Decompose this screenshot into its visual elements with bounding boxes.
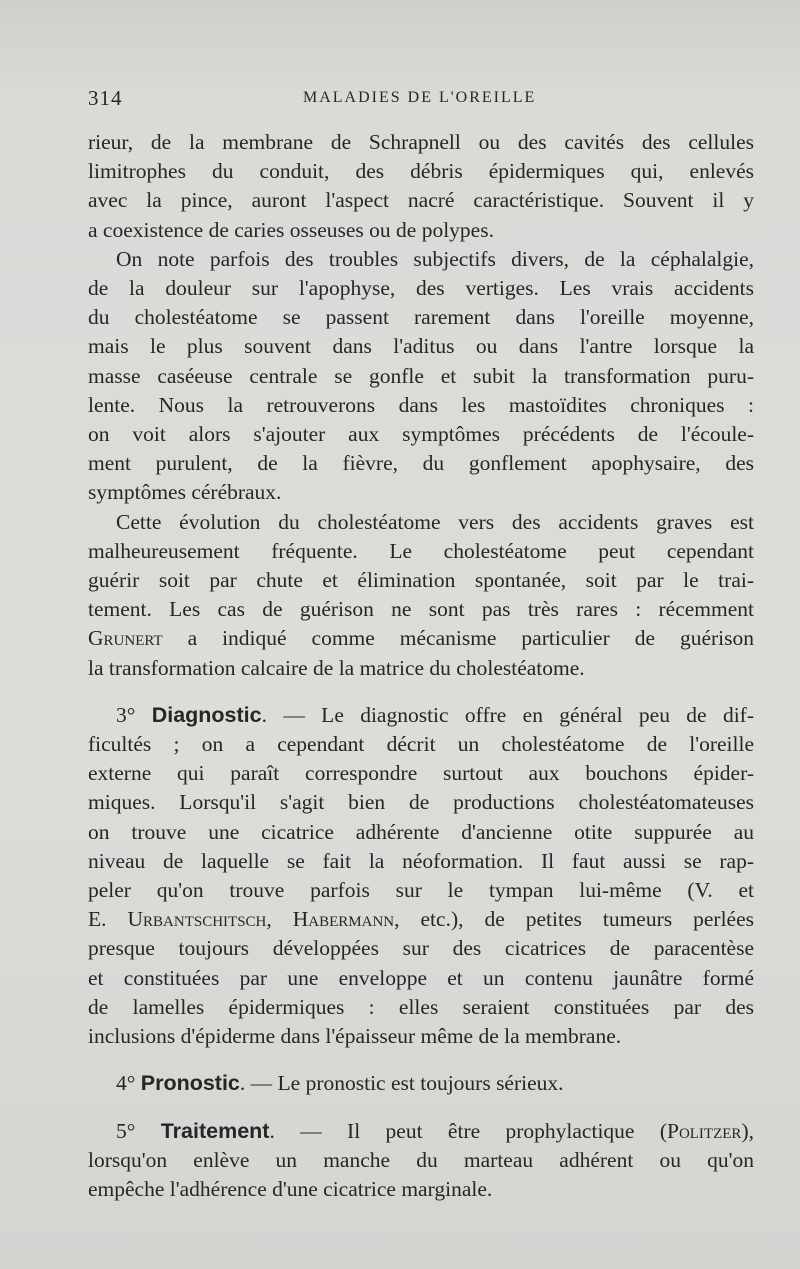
section-gap [88,1099,754,1117]
text-run: , [266,907,293,932]
paragraph-evolution [88,508,754,683]
text-line: mais le plus souvent dans l'aditus ou dans l'antre lorsque la [88,334,754,359]
text-line: peler qu'on trouve parfois sur le tympan lui-même (V. et [88,878,754,903]
text-line: ficultés ; on a cependant décrit un cholestéatome de l'oreille [88,732,754,757]
text-run: , etc.), de petites tumeurs perlées [394,907,754,932]
section-diagnostic [88,701,754,1051]
text-line [88,701,754,730]
paragraph-continuation [88,128,754,245]
text-line: tement. Les cas de guérison ne sont pas très rares : récemment [88,597,754,622]
text-line: lorsqu'on enlève un manche du marteau adhérent ou qu'on [88,1147,754,1172]
text-run: . — Le diagnostic offre en général peu de dif- [261,702,754,727]
text-run: . — Le pronostic est toujours sérieux. [239,1071,564,1096]
text-run: . — Il peut être prophylactique ( [269,1118,667,1143]
section-number: 3° [116,702,152,727]
text-line: ment purulent, de la fièvre, du gonflement apophysaire, des [88,451,754,476]
text-line [88,624,754,653]
text-run: a indiqué comme mécanisme particulier de guérison [162,626,754,651]
text-line [88,1117,754,1146]
text-line: inclusions d'épiderme dans l'épaisseur même de la membrane. [88,1024,622,1049]
text-line: lente. Nous la retrouverons dans les mastoïdites chroniques : [88,392,754,417]
text-line: empêche l'adhérence d'une cicatrice marginale. [88,1176,493,1201]
text-line: masse caséeuse centrale se gonfle et subit la transformation puru- [88,363,754,388]
section-number: 4° [116,1071,141,1096]
section-gap [88,683,754,701]
page-number: 314 [88,86,123,110]
text-line: la transformation calcaire de la matrice du cholestéatome. [88,655,585,680]
text-line: externe qui paraît correspondre surtout aux bouchons épider- [88,761,754,786]
text-line: on trouve une cicatrice adhérente d'ancienne otite suppurée au [88,819,754,844]
text-run: ), [741,1118,754,1143]
section-traitement [88,1117,754,1205]
text-line: niveau de laquelle se fait la néoformation. Il faut aussi se rap- [88,848,754,873]
text-line: on voit alors s'ajouter aux symptômes précédents de l'écoule- [88,422,754,447]
text-line: rieur, de la membrane de Schrapnell ou des cavités des cellules [88,130,754,154]
text-line: avec la pince, auront l'aspect nacré caractéristique. Souvent il y [88,188,754,213]
text-line: limitrophes du conduit, des débris épidermiques qui, enlevés [88,159,754,184]
text-line [88,1069,754,1098]
section-heading: Diagnostic [151,702,262,727]
text-line: malheureusement fréquente. Le cholestéatome peut cependant [88,538,754,563]
text-line: de la douleur sur l'apophyse, des vertiges. Les vrais accidents [88,276,754,301]
text-line: du cholestéatome se passent rarement dans l'oreille moyenne, [88,305,754,330]
section-number: 5° [116,1118,161,1143]
page-header [88,86,752,116]
text-line: de lamelles épidermiques : elles seraient constituées par des [88,994,754,1019]
section-heading: Traitement [160,1118,270,1143]
text-line: On note parfois des troubles subjectifs divers, de la céphalalgie, [116,246,754,271]
text-line [88,905,754,934]
author-name: Habermann [292,907,395,932]
text-line: a coexistence de caries osseuses ou de polypes. [88,217,494,242]
section-heading: Pronostic [140,1071,240,1096]
paragraph-symptoms [88,245,754,508]
text-run: E. [88,907,128,932]
author-name: Grunert [88,626,163,651]
body-text [88,128,754,1204]
text-line: et constituées par une enveloppe et un contenu jaunâtre formé [88,965,754,990]
text-line: miques. Lorsqu'il s'agit bien de productions cholestéatomateuses [88,790,754,815]
text-line: guérir soit par chute et élimination spontanée, soit par le trai- [88,568,754,593]
text-line: symptômes cérébraux. [88,480,282,505]
running-title: MALADIES DE L'OREILLE [303,89,537,106]
text-line: Cette évolution du cholestéatome vers des accidents graves est [116,509,754,534]
author-name: Urbantschitsch [127,907,267,932]
section-pronostic [88,1069,754,1098]
section-gap [88,1051,754,1069]
text-line: presque toujours développées sur des cicatrices de paracentèse [88,936,754,961]
author-name: Politzer [666,1118,742,1143]
